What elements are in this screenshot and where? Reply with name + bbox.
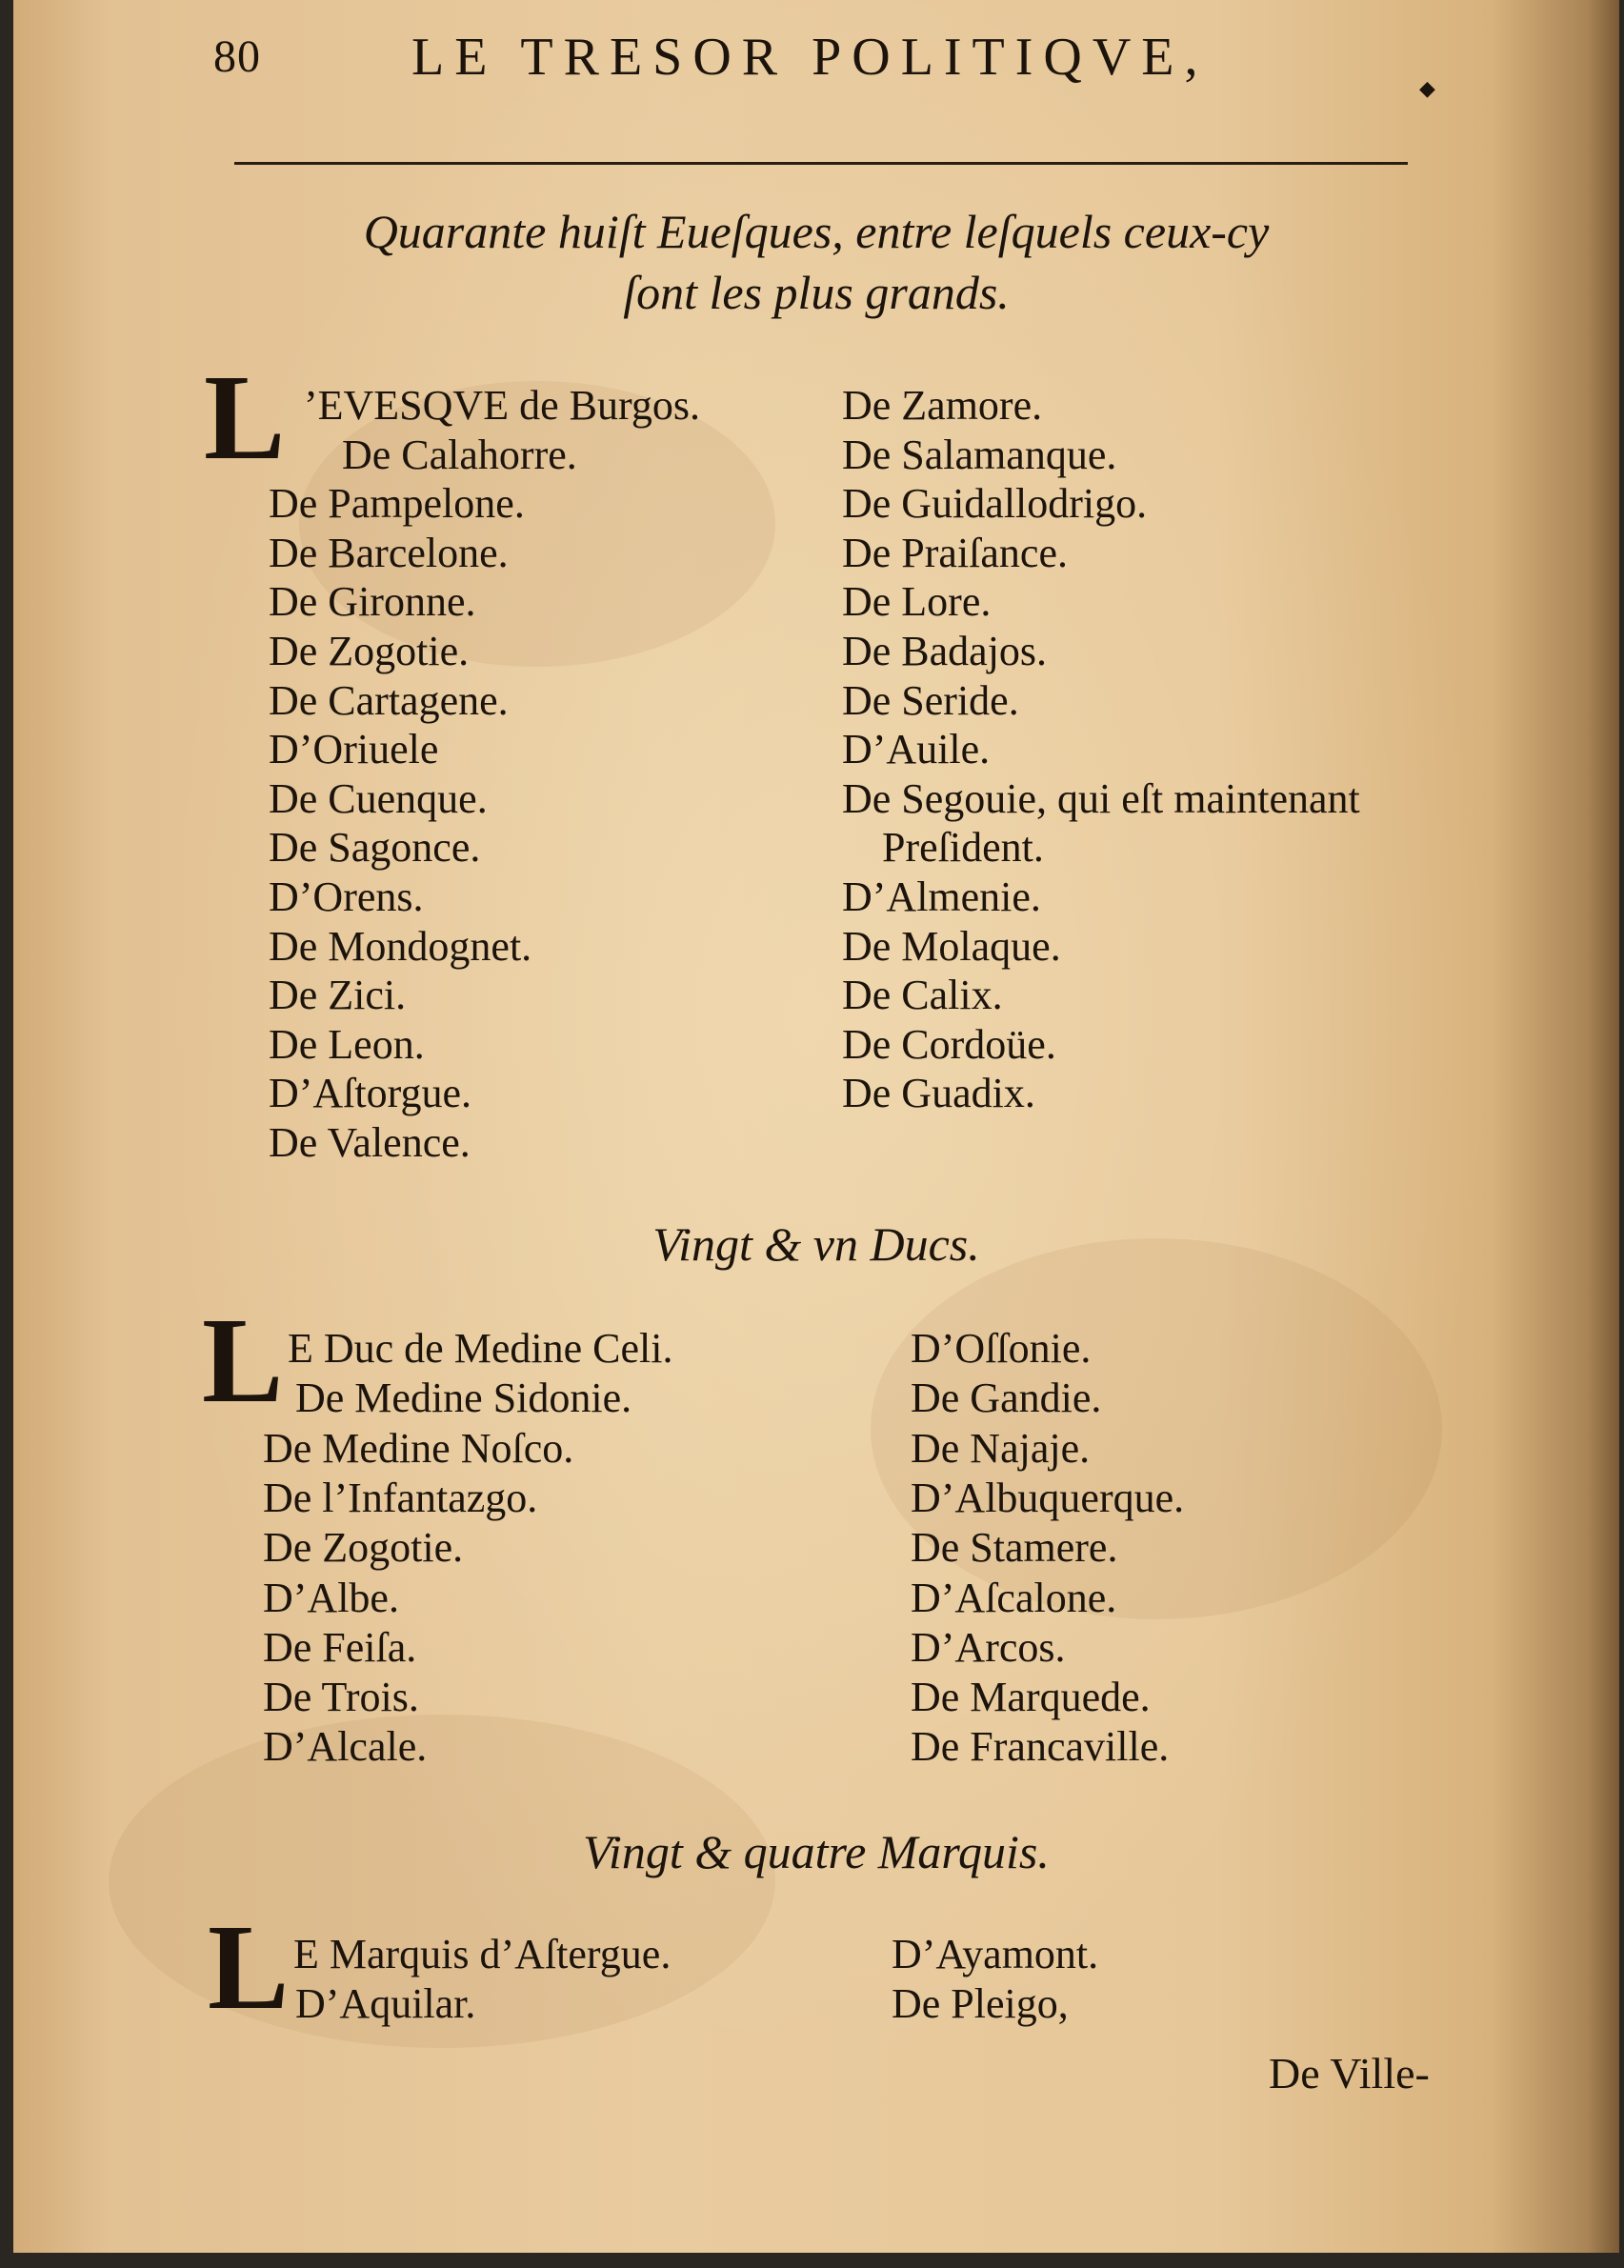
list-item: D’Aſtorgue. — [269, 1070, 472, 1117]
list-item: De Praiſance. — [842, 529, 1068, 576]
list-item: De Badajos. — [842, 628, 1048, 674]
list-item: De Calix. — [842, 972, 1003, 1019]
list-item: De Pampelone. — [269, 480, 525, 528]
section-title: Vingt & vn Ducs. — [652, 1217, 980, 1271]
drop-capital: L — [208, 1899, 290, 2035]
list-item: De Gironne. — [269, 578, 476, 626]
list-item: Preſident. — [882, 824, 1044, 872]
list-item: D’Auile. — [842, 726, 991, 773]
list-item: De Zamore. — [842, 382, 1043, 429]
list-item: D’Albuquerque. — [911, 1474, 1185, 1521]
folio-number: 80 — [213, 31, 261, 82]
running-head: LE TRESOR POLITIQVE, — [411, 28, 1209, 87]
list-item: De Valence. — [269, 1119, 471, 1166]
list-item: De Lore. — [842, 578, 992, 626]
list-item: D’Arcos. — [911, 1623, 1066, 1671]
book-page — [13, 0, 1619, 2253]
list-item: D’Oſſonie. — [911, 1325, 1092, 1372]
section-title: Vingt & quatre Marquis. — [583, 1825, 1050, 1878]
drop-capital: L — [204, 350, 286, 485]
list-item: De Segouie, qui eſt maintenant — [842, 774, 1360, 822]
list-item: De Cordoüe. — [842, 1020, 1056, 1068]
list-item: De Najaje. — [911, 1424, 1091, 1472]
list-item: De Seride. — [842, 676, 1019, 724]
header-rule — [234, 162, 1408, 165]
list-item: D’Aquilar. — [295, 1980, 476, 2027]
list-item: De Cuenque. — [269, 774, 488, 822]
list-item: De Salamanque. — [842, 431, 1117, 478]
page-header — [13, 17, 1619, 103]
list-item: De Mondognet. — [269, 922, 532, 970]
list-item: De Marquede. — [911, 1674, 1151, 1721]
list-item: De Pleigo, — [892, 1980, 1069, 2027]
list-item: De Calahorre. — [342, 431, 577, 478]
list-item: De Feiſa. — [263, 1623, 417, 1671]
list-item: E Duc de Medine Celi. — [288, 1325, 673, 1372]
list-item: De Guadix. — [842, 1070, 1035, 1117]
list-item: De Cartagene. — [269, 676, 509, 724]
printer-mark: ◆ — [1419, 76, 1435, 100]
list-item: D’Aſcalone. — [911, 1574, 1117, 1621]
list-item: De Sagonce. — [269, 824, 481, 872]
list-item: De Francaville. — [911, 1723, 1170, 1771]
list-item: ’EVESQVE de Burgos. — [304, 382, 700, 429]
list-item: D’Albe. — [263, 1574, 399, 1621]
catchword: De Ville- — [1269, 2049, 1430, 2097]
list-item: De Molaque. — [842, 922, 1061, 970]
section-title: ſont les plus grands. — [623, 266, 1010, 319]
list-item: D’Almenie. — [842, 873, 1041, 920]
section-title: Quarante huiſt Eueſques, entre leſquels ceux-cy — [363, 205, 1270, 258]
list-item: De Barcelone. — [269, 529, 509, 576]
list-item: De Zogotie. — [263, 1524, 464, 1572]
list-item: De l’Infantazgo. — [263, 1474, 538, 1521]
list-item: De Medine Sidonie. — [295, 1375, 632, 1422]
list-item: De Leon. — [269, 1020, 425, 1068]
list-item: De Zici. — [269, 972, 407, 1019]
list-item: De Zogotie. — [269, 628, 470, 674]
drop-capital: L — [202, 1293, 284, 1428]
list-item: De Medine Noſco. — [263, 1424, 574, 1472]
list-item: D’Alcale. — [263, 1723, 428, 1771]
list-item: D’Orens. — [269, 873, 424, 920]
list-item: E Marquis d’Aſtergue. — [293, 1931, 672, 1977]
list-item: D’Ayamont. — [892, 1931, 1099, 1977]
list-item: De Trois. — [263, 1674, 419, 1721]
list-item: De Stamere. — [911, 1524, 1118, 1572]
list-item: D’Oriuele — [269, 726, 439, 773]
list-item: De Gandie. — [911, 1375, 1102, 1422]
list-item: De Guidallodrigo. — [842, 480, 1148, 528]
